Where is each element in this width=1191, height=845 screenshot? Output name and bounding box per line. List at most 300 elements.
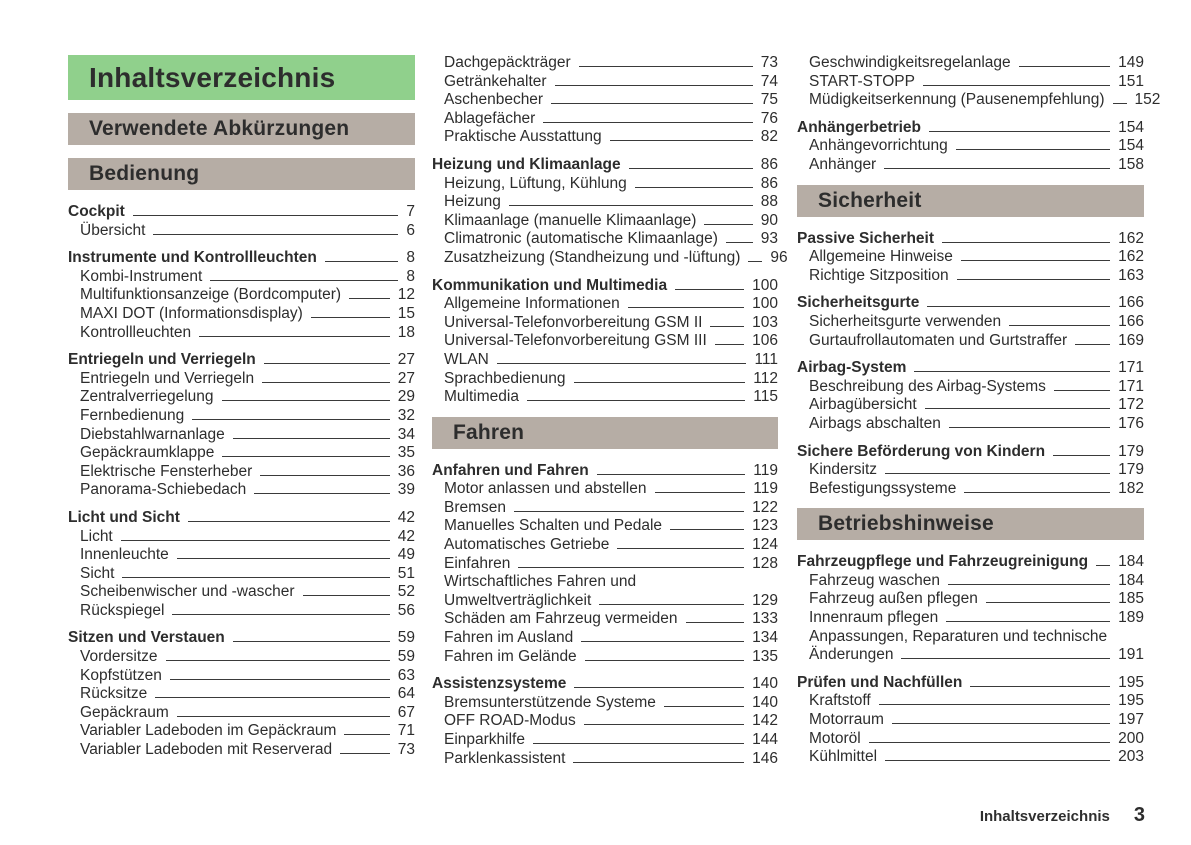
- page-number: 179: [1118, 461, 1144, 479]
- toc-entry-label: Fernbedienung: [80, 406, 185, 424]
- toc-entry-label: Müdigkeitserkennung (Pausenempfehlung): [809, 91, 1105, 109]
- toc-entry-label: Heizung, Lüftung, Kühlung: [444, 174, 627, 192]
- main-title: [68, 55, 415, 100]
- leader-line: [715, 344, 744, 345]
- leader-line: [1009, 325, 1110, 326]
- toc-entry-label: Prüfen und Nachfüllen: [797, 673, 963, 691]
- leader-line: [869, 742, 1110, 743]
- leader-line: [121, 540, 390, 541]
- toc-entry: [432, 156, 778, 175]
- toc-entry-label: Multimedia: [444, 388, 519, 406]
- leader-line: [610, 140, 753, 141]
- header-label: Verwendete Abkürzungen: [89, 117, 350, 140]
- toc-entry: [68, 222, 415, 241]
- toc-entry-label: Passive Sicherheit: [797, 229, 934, 247]
- toc-entry: [432, 536, 778, 555]
- page-number: 34: [397, 425, 415, 443]
- toc-entry-label: Sicherheitsgurte: [797, 294, 920, 312]
- leader-line: [986, 602, 1110, 603]
- leader-line: [948, 584, 1110, 585]
- toc-entry-label: Variabler Ladeboden im Gepäckraum: [80, 722, 337, 740]
- toc-entry-label: Schäden am Fahrzeug vermeiden: [444, 610, 678, 628]
- toc-entry: [432, 573, 778, 592]
- toc-entry-label: Sicherheitsgurte verwenden: [809, 312, 1002, 330]
- page-number: 8: [406, 249, 415, 267]
- toc-entry: [797, 267, 1144, 286]
- toc-entry-label: Motorraum: [809, 711, 884, 729]
- page-number: 52: [397, 583, 415, 601]
- leader-line: [584, 724, 744, 725]
- toc-entry: [797, 646, 1144, 665]
- page-number: 149: [1118, 54, 1144, 71]
- chapter-header: [797, 185, 1144, 217]
- toc-entry: [797, 628, 1144, 647]
- leader-line: [122, 577, 389, 578]
- leader-line: [879, 704, 1110, 705]
- toc-entry-label: Kontrollleuchten: [80, 323, 192, 341]
- page-number: 59: [397, 648, 415, 666]
- leader-line: [177, 558, 390, 559]
- toc-entry: [797, 748, 1144, 767]
- toc-entry: [432, 648, 778, 667]
- toc-entry: [797, 156, 1144, 175]
- page-number: 86: [760, 174, 778, 192]
- toc-group: [797, 54, 1161, 110]
- leader-line: [133, 215, 399, 216]
- page-number: 195: [1118, 673, 1144, 691]
- toc-entry-label: Dachgepäckträger: [444, 54, 571, 71]
- toc-entry: [797, 332, 1144, 351]
- page-number: 119: [753, 461, 778, 479]
- leader-line: [686, 622, 745, 623]
- page-number: 140: [752, 693, 778, 711]
- toc-group: [797, 230, 1144, 286]
- toc-entry-label: Zentralverriegelung: [80, 388, 214, 406]
- toc-entry: [797, 553, 1144, 572]
- toc-entry-label: Scheibenwischer und -wascher: [80, 583, 295, 601]
- page-number: 124: [752, 536, 778, 554]
- leader-line: [170, 679, 390, 680]
- leader-line: [957, 279, 1111, 280]
- leader-line: [1054, 390, 1110, 391]
- chapter-header: [68, 113, 415, 145]
- toc-entry-label: Befestigungssysteme: [809, 479, 957, 497]
- leader-line: [914, 371, 1110, 372]
- page-number: 151: [1118, 72, 1144, 90]
- toc-entry-label: Gepäckraumklappe: [80, 444, 215, 462]
- page-number: 184: [1118, 571, 1144, 589]
- toc-entry: [68, 583, 415, 602]
- leader-line: [155, 697, 390, 698]
- toc-entry-label: Bremsunterstützende Systeme: [444, 693, 656, 711]
- toc-entry: [68, 286, 415, 305]
- page-number: 111: [754, 350, 778, 368]
- leader-line: [892, 723, 1110, 724]
- header-label: Betriebshinweise: [818, 512, 994, 536]
- leader-line: [222, 456, 389, 457]
- toc-entry-label: Sicht: [80, 564, 115, 582]
- toc-group: [68, 509, 415, 621]
- toc-entry: [68, 463, 415, 482]
- page-number: 184: [1118, 553, 1144, 571]
- toc-entry: [432, 128, 778, 147]
- toc-entry-label: Getränkehalter: [444, 72, 547, 90]
- leader-line: [629, 168, 753, 169]
- page-number: 129: [752, 591, 778, 609]
- page-number: 76: [760, 109, 778, 127]
- page-number: 163: [1118, 266, 1144, 284]
- toc-entry: [68, 351, 415, 370]
- page-number: 115: [753, 388, 778, 406]
- toc-group: [432, 54, 778, 147]
- toc-entry: [797, 674, 1144, 693]
- leader-line: [956, 149, 1110, 150]
- toc-entry-label: Einfahren: [444, 554, 511, 572]
- page-number: 71: [397, 722, 415, 740]
- leader-line: [192, 419, 389, 420]
- leader-line: [925, 408, 1110, 409]
- page-number: 36: [397, 462, 415, 480]
- leader-line: [726, 242, 753, 243]
- toc-entry-label: Aschenbecher: [444, 91, 544, 109]
- page-number: 7: [406, 203, 415, 220]
- toc-entry: [432, 370, 778, 389]
- leader-line: [262, 382, 390, 383]
- page-number: 42: [397, 508, 415, 526]
- toc-entry: [432, 750, 778, 769]
- leader-line: [597, 474, 746, 475]
- leader-line: [555, 85, 753, 86]
- toc-entry: [68, 324, 415, 343]
- toc-entry: [797, 137, 1144, 156]
- leader-line: [264, 363, 390, 364]
- leader-line: [599, 604, 744, 605]
- leader-line: [675, 289, 744, 290]
- page-number: 18: [397, 323, 415, 341]
- toc-entry-label: Sichere Beförderung von Kindern: [797, 442, 1046, 460]
- toc-entry-label: Airbag-System: [797, 359, 907, 377]
- toc-entry-label: Änderungen: [809, 646, 894, 664]
- toc-entry: [432, 277, 778, 296]
- toc-entry: [68, 648, 415, 667]
- toc-entry: [68, 667, 415, 686]
- leader-line: [153, 234, 398, 235]
- toc-entry-label: Entriegeln und Verriegeln: [80, 369, 255, 387]
- chapter-header: [432, 417, 778, 449]
- toc-group: [68, 351, 415, 500]
- toc-entry-label: Geschwindigkeitsregelanlage: [809, 54, 1011, 71]
- toc-entry-label: Zusatzheizung (Standheizung und -lüftung): [444, 248, 741, 266]
- toc-group: [432, 675, 778, 768]
- page-number: 123: [752, 517, 778, 535]
- toc-entry: [68, 704, 415, 723]
- page-number: 142: [752, 712, 778, 730]
- page-number: 6: [406, 221, 415, 239]
- toc-entry: [68, 481, 415, 500]
- toc-entry: [797, 415, 1144, 434]
- header-label: Inhaltsverzeichnis: [89, 61, 336, 93]
- toc-entry: [797, 572, 1144, 591]
- toc-entry: [432, 499, 778, 518]
- page-number: 152: [1134, 91, 1161, 109]
- page-number: 100: [752, 295, 778, 313]
- toc-entry: [68, 685, 415, 704]
- toc-entry-label: Übersicht: [80, 221, 146, 239]
- page-number: 29: [397, 388, 415, 406]
- toc-entry-label: Allgemeine Hinweise: [809, 248, 953, 266]
- toc-entry-label: Kindersitz: [809, 461, 878, 479]
- page-number: 100: [752, 276, 778, 294]
- header-label: Sicherheit: [818, 188, 922, 212]
- toc-entry-label: Multifunktionsanzeige (Bordcomputer): [80, 286, 342, 304]
- page-number: 185: [1118, 590, 1144, 608]
- toc-entry-label: Diebstahlwarnanlage: [80, 425, 225, 443]
- toc-entry: [797, 590, 1144, 609]
- page-number: 200: [1118, 729, 1144, 747]
- toc-entry-label: Anhängevorrichtung: [809, 137, 948, 155]
- page-number: 56: [397, 601, 415, 619]
- toc-entry: [797, 378, 1144, 397]
- leader-line: [233, 438, 390, 439]
- toc-entry: [797, 313, 1144, 332]
- toc-entry-label: Vordersitze: [80, 648, 158, 666]
- page-number: 203: [1118, 748, 1144, 766]
- page-number: 162: [1118, 229, 1144, 247]
- page-number: 119: [753, 480, 778, 498]
- toc-entry-label: Sprachbedienung: [444, 369, 566, 387]
- toc-entry-label: Climatronic (automatische Klimaanlage): [444, 230, 718, 248]
- page-footer: [980, 804, 1145, 827]
- toc-entry: [432, 555, 778, 574]
- toc-entry-label: Cockpit: [68, 203, 125, 220]
- page-number: 172: [1118, 396, 1144, 414]
- leader-line: [885, 473, 1110, 474]
- toc-entry: [432, 73, 778, 92]
- toc-entry-label: Anhänger: [809, 155, 877, 173]
- leader-line: [210, 280, 398, 281]
- toc-entry-label: Klimaanlage (manuelle Klimaanlage): [444, 211, 697, 229]
- page-number: 27: [397, 369, 415, 387]
- leader-line: [1113, 103, 1127, 104]
- toc-entry: [432, 694, 778, 713]
- leader-line: [222, 400, 390, 401]
- page-number: 144: [752, 731, 778, 748]
- toc-entry-label: Airbags abschalten: [809, 414, 941, 432]
- toc-entry-label: Fahrzeug waschen: [809, 571, 940, 589]
- page-number: 74: [760, 72, 778, 90]
- leader-line: [303, 595, 390, 596]
- toc-entry: [797, 230, 1144, 249]
- leader-line: [949, 427, 1110, 428]
- toc-entry: [432, 731, 778, 750]
- leader-line: [573, 762, 744, 763]
- toc-entry-label: Fahrzeugpflege und Fahrzeugreinigung: [797, 553, 1089, 571]
- toc-entry: [432, 517, 778, 536]
- toc-entry: [797, 73, 1144, 92]
- page-number: 166: [1118, 294, 1144, 312]
- toc-entry: [797, 91, 1161, 110]
- toc-entry-label: Innenleuchte: [80, 546, 169, 564]
- toc-column-3: [797, 54, 1161, 776]
- leader-line: [635, 187, 753, 188]
- toc-entry-label: Parklenkassistent: [444, 749, 566, 767]
- toc-entry: [432, 592, 778, 611]
- leader-line: [970, 686, 1110, 687]
- page-number: 73: [760, 54, 778, 71]
- toc-entry: [68, 509, 415, 528]
- toc-entry-label: Variabler Ladeboden mit Reserverad: [80, 741, 333, 759]
- toc-entry: [432, 110, 778, 129]
- leader-line: [961, 260, 1110, 261]
- page-number: 27: [397, 351, 415, 369]
- page-number: 146: [752, 749, 778, 767]
- toc-entry-label: WLAN: [444, 350, 489, 368]
- toc-entry: [432, 629, 778, 648]
- leader-line: [964, 492, 1110, 493]
- page-number: 90: [760, 211, 778, 229]
- page-number: 86: [760, 155, 778, 173]
- toc-entry: [797, 294, 1144, 313]
- toc-entry: [68, 305, 415, 324]
- page-number: 134: [752, 629, 778, 647]
- toc-entry-label: Heizung: [444, 193, 501, 211]
- toc-entry: [68, 602, 415, 621]
- toc-entry: [68, 546, 415, 565]
- toc-entry-label: Automatisches Getriebe: [444, 536, 610, 554]
- page-number: 39: [397, 481, 415, 499]
- leader-line: [551, 103, 753, 104]
- page-number: 8: [406, 267, 415, 285]
- leader-line: [543, 122, 752, 123]
- toc-entry: [797, 248, 1144, 267]
- toc-entry: [432, 480, 778, 499]
- page-number: 154: [1118, 118, 1144, 136]
- toc-group: [797, 553, 1144, 665]
- leader-line: [628, 307, 744, 308]
- toc-entry-label: Fahren im Ausland: [444, 629, 574, 647]
- page-number: 63: [397, 666, 415, 684]
- toc-entry: [432, 248, 788, 268]
- toc-entry-label: Fahren im Gelände: [444, 647, 577, 665]
- page-number: 93: [760, 230, 778, 248]
- page-number: 82: [760, 128, 778, 146]
- page-number: 15: [397, 304, 415, 322]
- toc-entry-label: Rückspiegel: [80, 601, 165, 619]
- page-number: 112: [753, 369, 778, 387]
- toc-entry-label: Wirtschaftliches Fahren und: [444, 573, 637, 591]
- page-number: 75: [760, 91, 778, 109]
- toc-entry-label: Fahrzeug außen pflegen: [809, 590, 978, 608]
- footer-section-label: Inhaltsverzeichnis: [979, 808, 1110, 825]
- toc-entry: [797, 461, 1144, 480]
- toc-entry-label: Motor anlassen und abstellen: [444, 480, 647, 498]
- toc-entry: [432, 462, 778, 481]
- toc-entry: [797, 396, 1144, 415]
- page-number: 154: [1118, 137, 1144, 155]
- toc-entry: [68, 741, 415, 760]
- page-number: 122: [752, 498, 778, 516]
- toc-entry: [68, 444, 415, 463]
- toc-entry-label: Heizung und Klimaanlage: [432, 155, 621, 173]
- toc-entry-label: Kühlmittel: [809, 748, 878, 766]
- page-number: 140: [752, 675, 778, 693]
- leader-line: [254, 493, 389, 494]
- leader-line: [923, 85, 1110, 86]
- toc-entry: [432, 175, 778, 194]
- leader-line: [901, 658, 1110, 659]
- toc-entry: [68, 426, 415, 445]
- leader-line: [581, 641, 744, 642]
- page-number: 133: [752, 610, 778, 628]
- toc-entry-label: Bremsen: [444, 498, 507, 516]
- toc-entry: [432, 332, 778, 351]
- toc-entry-label: Instrumente und Kontrollleuchten: [68, 249, 317, 267]
- leader-line: [177, 716, 390, 717]
- toc-entry: [797, 443, 1144, 462]
- toc-entry: [432, 610, 778, 629]
- toc-column-1: [68, 55, 415, 769]
- page-number: 179: [1118, 442, 1144, 460]
- leader-line: [1096, 565, 1110, 566]
- toc-entry-label: Universal-Telefonvorbereitung GSM II: [444, 313, 703, 331]
- toc-entry: [432, 314, 778, 333]
- leader-line: [655, 492, 746, 493]
- toc-entry-label: Praktische Ausstattung: [444, 128, 602, 146]
- page-number: 12: [397, 286, 415, 304]
- toc-entry: [68, 722, 415, 741]
- page-number: 67: [397, 703, 415, 721]
- page-number: 51: [397, 564, 415, 582]
- toc-entry: [432, 388, 778, 407]
- toc-group: [68, 629, 415, 759]
- page-number: 169: [1118, 331, 1144, 349]
- page-number: 128: [752, 554, 778, 572]
- toc-entry: [797, 711, 1144, 730]
- toc-entry: [797, 692, 1144, 711]
- leader-line: [585, 660, 744, 661]
- page-number: 191: [1118, 646, 1144, 664]
- toc-entry: [797, 359, 1144, 378]
- chapter-header: [68, 158, 415, 190]
- leader-line: [325, 261, 399, 262]
- leader-line: [885, 760, 1110, 761]
- leader-line: [1075, 344, 1110, 345]
- toc-entry-label: START-STOPP: [809, 72, 915, 90]
- toc-entry-label: Richtige Sitzposition: [809, 266, 949, 284]
- toc-entry-label: Kombi-Instrument: [80, 267, 203, 285]
- toc-group: [68, 249, 415, 342]
- leader-line: [311, 317, 390, 318]
- leader-line: [349, 298, 390, 299]
- leader-line: [497, 363, 747, 364]
- leader-line: [199, 336, 390, 337]
- leader-line: [670, 529, 744, 530]
- toc-group: [797, 674, 1144, 767]
- page-number: 59: [397, 629, 415, 647]
- page-number: 35: [397, 444, 415, 462]
- leader-line: [946, 621, 1110, 622]
- toc-entry-label: Anhängerbetrieb: [797, 118, 922, 136]
- toc-entry-label: Ablagefächer: [444, 109, 536, 127]
- leader-line: [340, 753, 390, 754]
- toc-entry: [432, 91, 778, 110]
- toc-entry-label: Universal-Telefonvorbereitung GSM III: [444, 332, 707, 350]
- leader-line: [579, 66, 753, 67]
- page-number: 176: [1118, 414, 1144, 432]
- toc-entry: [432, 675, 778, 694]
- toc-entry-label: Umweltverträglichkeit: [444, 591, 592, 609]
- page-number: 49: [397, 546, 415, 564]
